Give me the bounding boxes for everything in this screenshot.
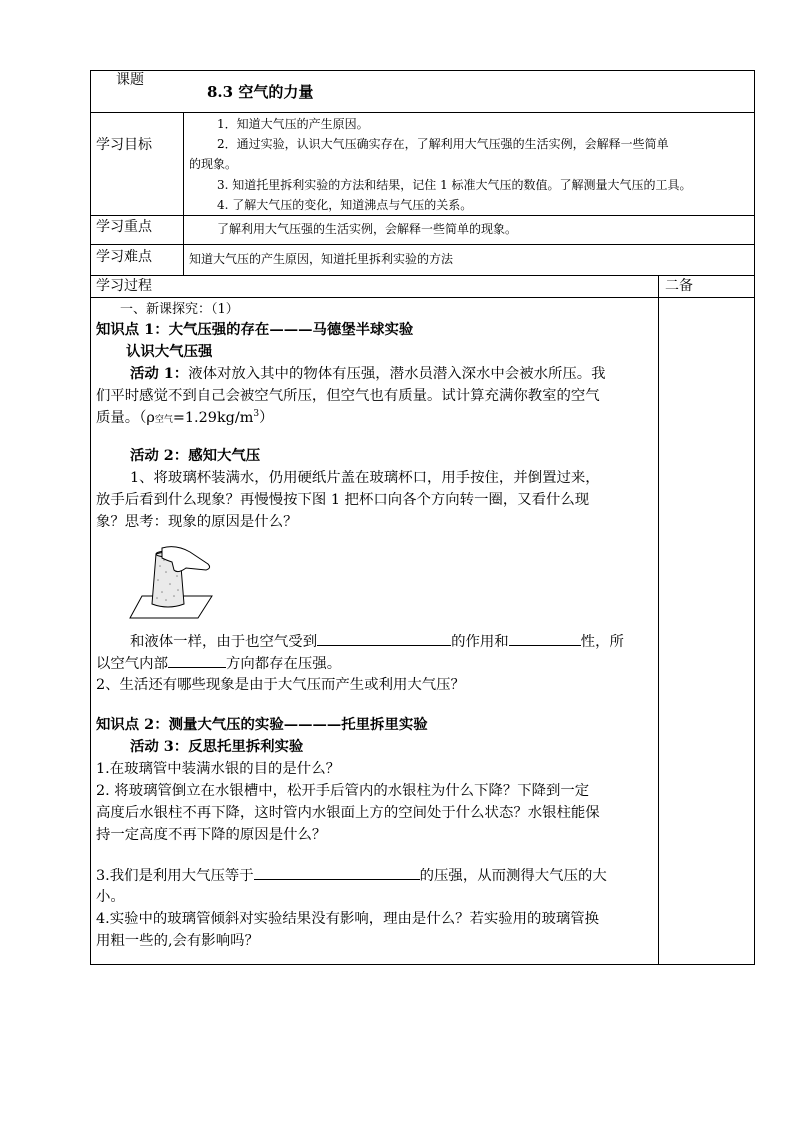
table-border-right (754, 70, 755, 965)
activity-3-question: 高度后水银柱不再下降，这时管内水银面上方的空间处于什么状态？水银柱能保 (96, 805, 600, 821)
answer-blank[interactable] (317, 630, 451, 646)
difficult-points-text: 知道大气压的产生原因，知道托里拆利实验的方法 (189, 252, 454, 266)
table-border-left (90, 70, 91, 965)
activity-3-question: 1.在玻璃管中装满水银的目的是什么？ (96, 761, 340, 777)
difficult-points-label: 学习难点 (96, 249, 152, 265)
activity-3-question: 2. 将玻璃管倒立在水银槽中，松开手后管内的水银柱为什么下降？下降到一定 (96, 783, 590, 799)
answer-blank[interactable] (509, 630, 581, 646)
activity-1-line: 活动 1：液体对放入其中的物体有压强，潜水员潜入深水中会被水所压。我 (130, 365, 606, 382)
goal-item: 4. 了解大气压的变化，知道沸点与气压的关系。 (217, 198, 473, 212)
row-divider (658, 297, 755, 298)
goal-item: 的现象。 (189, 157, 238, 171)
activity-1-label: 活动 1： (130, 365, 189, 382)
goal-item: 1．知道大气压的产生原因。 (217, 117, 369, 131)
course-title: 8.3 空气的力量 (207, 83, 314, 101)
table-border-bottom (90, 964, 755, 965)
key-points-label: 学习重点 (96, 219, 152, 235)
fill-in-blank-1-cont: 以空气内部 方向都存在压强。 (96, 652, 341, 675)
activity-2-title: 活动 2：感知大气压 (130, 447, 261, 464)
row-divider (90, 112, 755, 113)
activity-2-question: 1、将玻璃杯装满水，仍用硬纸片盖在玻璃杯口，用手按住，并倒置过来， (130, 470, 600, 486)
activity-2-question: 象？思考：现象的原因是什么？ (96, 514, 298, 530)
goal-item: 2．通过实验，认识大气压确实存在，了解利用大气压强的生活实例，会解释一些简单 (217, 137, 669, 151)
knowledge-point-2-title: 知识点 2：测量大气压的实验————托里拆里实验 (96, 716, 428, 733)
activity-3-title: 活动 3：反思托里拆利实验 (130, 738, 304, 755)
cube-superscript: 3 (253, 409, 260, 420)
knowledge-point-1-title: 知识点 1：大气压强的存在———马德堡半球实验 (96, 321, 414, 338)
process-label: 学习过程 (96, 278, 152, 294)
row-divider (90, 244, 755, 245)
fill-in-blank-1: 和液体一样，由于也空气受到 的作用和 性，所 (130, 630, 624, 653)
rho-subscript: 空气 (154, 415, 173, 425)
activity-1-line: 们平时感觉不到自己会被空气所压，但空气也有质量。试计算充满你教室的空气 (96, 388, 600, 404)
row-divider (90, 297, 755, 298)
lesson-plan-table (90, 70, 755, 965)
goal-item: 3. 知道托里拆利实验的方法和结果，记住 1 标准大气压的数值。了解测量大气压的工具。 (217, 178, 692, 192)
table-border-top (90, 70, 755, 71)
knowledge-point-1-subtitle: 认识大气压强 (126, 343, 213, 360)
activity-3-question: 4.实验中的玻璃管倾斜对实验结果没有影响，理由是什么？若实验用的玻璃管换 (96, 911, 600, 927)
row-divider (90, 215, 755, 216)
goals-label: 学习目标 (96, 137, 152, 153)
row-divider (90, 275, 755, 276)
column-divider (183, 112, 184, 275)
answer-blank[interactable] (254, 864, 420, 880)
answer-blank[interactable] (168, 652, 226, 668)
inverted-glass-figure (128, 546, 220, 622)
section-heading: 一、新课探究：（1） (120, 302, 239, 317)
course-label: 课题 (116, 72, 144, 88)
key-points-text: 了解利用大气压强的生活实例，会解释一些简单的现象。 (217, 222, 518, 236)
activity-3-question: 持一定高度不再下降的原因是什么？ (96, 827, 327, 843)
activity-3-fill: 3.我们是利用大气压等于 的压强，从而测得大气压的大 (96, 864, 607, 887)
activity-2-question: 放手后看到什么现象？再慢慢按下图 1 把杯口向各个方向转一圈，又看什么现 (96, 492, 590, 508)
activity-1-line: 质量。（ρ空气$=1.29kg/m^3$） (96, 409, 274, 426)
activity-3-question: 用粗一些的,会有影响吗？ (96, 933, 259, 949)
activity-2-question: 2、生活还有哪些现象是由于大气压而产生或利用大气压？ (96, 677, 465, 693)
side-notes-label: 二备 (665, 278, 693, 294)
column-divider (658, 275, 659, 965)
activity-3-fill-cont: 小。 (96, 889, 125, 905)
